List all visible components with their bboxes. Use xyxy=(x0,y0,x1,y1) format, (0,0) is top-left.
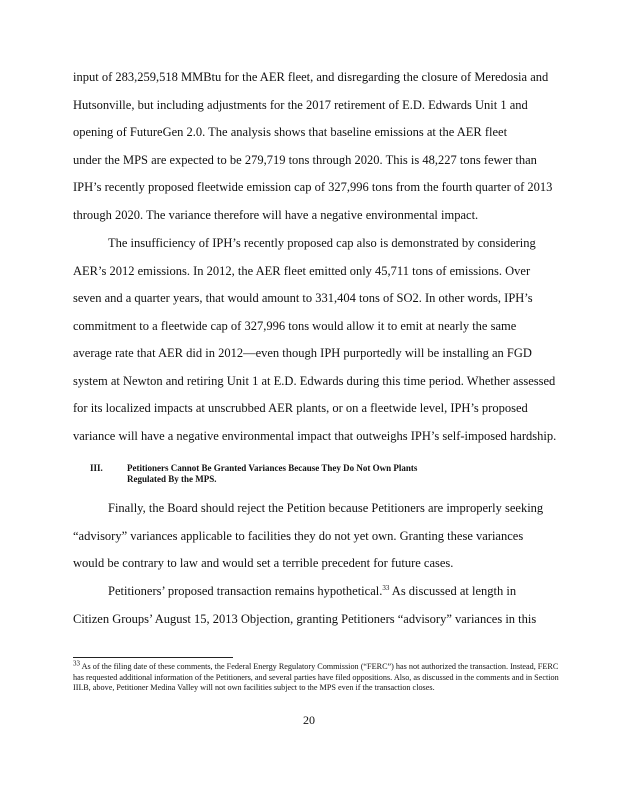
text-line: Citizen Groups’ August 15, 2013 Objection, granting Petitioners “advisory” variances in this xyxy=(73,611,537,626)
paragraph-baseline-emissions xyxy=(73,64,573,229)
text-line: variance will have a negative environmental impact that outweighs IPH’s self-imposed hardship. xyxy=(73,428,557,443)
text-line: for its localized impacts at unscrubbed AER plants, or on a fleetwide level, IPH’s proposed xyxy=(73,401,528,415)
text-line: through 2020. The variance therefore will have a negative environmental impact. xyxy=(73,207,479,222)
section-heading xyxy=(90,463,427,485)
footnote-number: 33 xyxy=(73,659,80,668)
footnote-reference[interactable]: 33 xyxy=(382,583,390,592)
paragraph-advisory-variances xyxy=(73,495,573,578)
text-line: Finally, the Board should reject the Petition because Petitioners are improperly seeking xyxy=(108,501,544,515)
text-line: Hutsonville, but including adjustments for the 2017 retirement of E.D. Edwards Unit 1 and xyxy=(73,97,528,112)
text-line xyxy=(73,578,573,606)
paragraph-2012-emissions xyxy=(73,230,573,450)
page-number: 20 xyxy=(303,713,315,727)
text-line: system at Newton and retiring Unit 1 at E.D. Edwards during this time period. Whether assessed xyxy=(73,373,556,388)
text-line: AER’s 2012 emissions. In 2012, the AER fleet emitted only 45,711 tons of emissions. Over xyxy=(73,263,531,278)
text-line: The insufficiency of IPH’s recently proposed cap also is demonstrated by considering xyxy=(108,236,536,250)
text-segment: Petitioners’ proposed transaction remains hypothetical. xyxy=(108,584,383,598)
footnote xyxy=(73,659,563,694)
section-number: III. xyxy=(90,463,103,473)
paragraph-hypothetical-transaction xyxy=(73,578,573,633)
section-title: Petitioners Cannot Be Granted Variances Because They Do Not Own Plants Regulated By the MPS. xyxy=(127,463,418,484)
text-line: commitment to a fleetwide cap of 327,996 tons would allow it to emit at nearly the same xyxy=(73,318,517,333)
text-line: “advisory” variances applicable to facilities they do not yet own. Granting these variances xyxy=(73,528,524,543)
text-segment: As discussed at length in xyxy=(389,584,517,598)
text-line: would be contrary to law and would set a terrible precedent for future cases. xyxy=(73,556,454,570)
text-line: IPH’s recently proposed fleetwide emission cap of 327,996 tons from the fourth quarter of 2013 xyxy=(73,180,553,194)
text-line: opening of FutureGen 2.0. The analysis shows that baseline emissions at the AER fleet xyxy=(73,125,508,139)
text-line: input of 283,259,518 MMBtu for the AER fleet, and disregarding the closure of Meredosia and xyxy=(73,70,549,84)
text-line: under the MPS are expected to be 279,719 tons through 2020. This is 48,227 tons fewer than xyxy=(73,152,537,167)
footnote-text: As of the filing date of these comments, the Federal Energy Regulatory Commission (“FERC”) has not authorized the transaction. Instead, FERC has requested additional information of the Petitioners, and several parties have filed oppositions. Also, as discussed in the comments and in Section III.B, above, Petitioner Medina Valley will not own facilities subject to the MPS even if the transaction closes. xyxy=(73,662,559,692)
footnote-divider xyxy=(73,657,233,658)
text-line: seven and a quarter years, that would amount to 331,404 tons of SO2. In other words, IPH’s xyxy=(73,291,533,305)
text-line: average rate that AER did in 2012—even though IPH purportedly will be installing an FGD xyxy=(73,346,532,360)
